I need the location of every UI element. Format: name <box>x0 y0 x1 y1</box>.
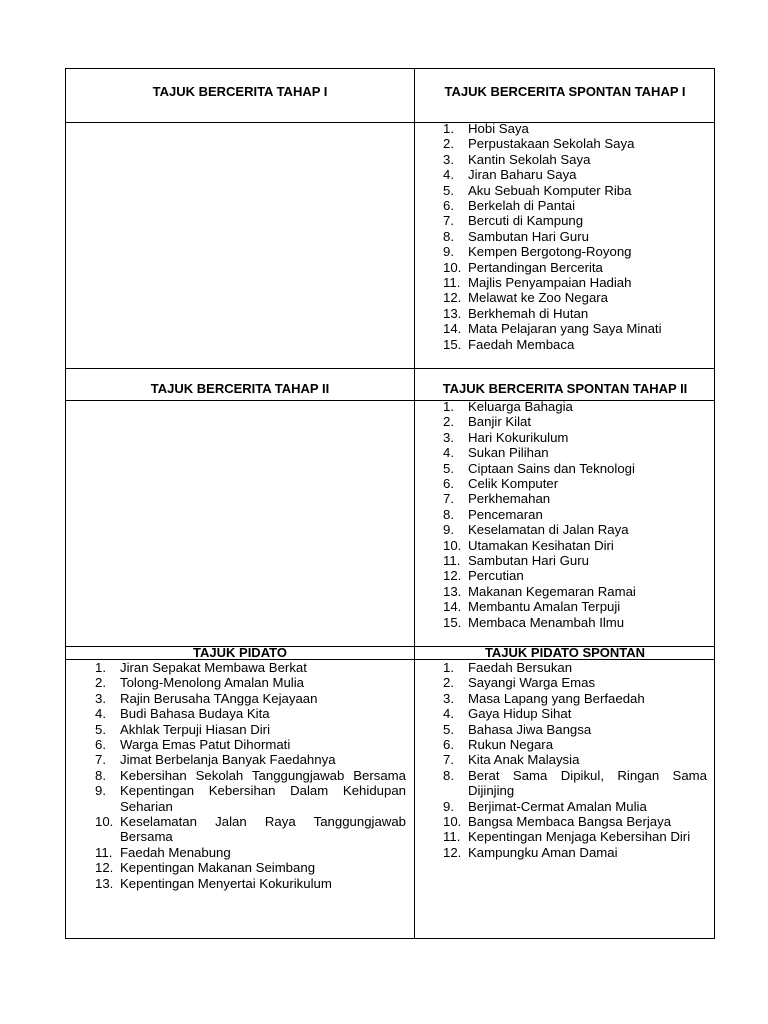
list-item-text: Hari Kokurikulum <box>468 429 569 445</box>
list-item-number: 4. <box>443 706 454 722</box>
list-item-text: Jiran Sepakat Membawa Berkat <box>120 660 307 675</box>
list-item <box>443 599 705 614</box>
list-item <box>95 783 406 814</box>
topics-table <box>65 68 715 939</box>
list-item-text: Perkhemahan <box>468 491 551 507</box>
list-item-text: Kepentingan Menyertai Kokurikulum <box>120 875 332 891</box>
section3-left-header: TAJUK PIDATO <box>193 645 287 660</box>
list-item-text: Majlis Penyampaian Hadiah <box>468 275 632 291</box>
list-item-text: Warga Emas Patut Dihormati <box>120 737 291 753</box>
list-item <box>443 691 707 706</box>
list-item-text: Kantin Sekolah Saya <box>468 151 591 167</box>
list-item <box>95 722 406 737</box>
list-item-number: 1. <box>443 399 454 414</box>
list-item <box>443 399 705 414</box>
list-item-text: Keluarga Bahagia <box>468 399 573 414</box>
list-item <box>443 461 705 476</box>
list-item-text: Budi Bahasa Budaya Kita <box>120 706 270 722</box>
list-item-number: 8. <box>95 767 106 783</box>
list-item-text: Mata Pelajaran yang Saya Minati <box>468 321 662 337</box>
list-item-text: Berjimat-Cermat Amalan Mulia <box>468 798 647 814</box>
list-item-number: 5. <box>443 721 454 737</box>
section3-right-list <box>443 660 707 860</box>
list-item <box>95 876 406 891</box>
list-item-text: Bercuti di Kampung <box>468 213 584 229</box>
list-item-text: Faedah Membaca <box>468 336 575 352</box>
list-item-number: 11. <box>443 275 461 291</box>
list-item-number: 6. <box>95 737 106 753</box>
list-item-text: Pertandingan Bercerita <box>468 259 603 275</box>
list-item-number: 11. <box>95 844 113 860</box>
list-item-text: Utamakan Kesihatan Diri <box>468 537 614 553</box>
list-item-text: Rajin Berusaha TAngga Kejayaan <box>120 690 318 706</box>
list-item <box>443 845 707 860</box>
list-item-text: Berkhemah di Hutan <box>468 305 589 321</box>
list-item <box>443 507 705 522</box>
list-item <box>95 814 406 845</box>
list-item-number: 8. <box>443 228 454 244</box>
list-item-text: Masa Lapang yang Berfaedah <box>468 690 645 706</box>
list-item <box>443 152 705 167</box>
list-item-number: 13. <box>95 875 114 891</box>
list-item <box>443 213 705 228</box>
list-item-number: 5. <box>95 721 106 737</box>
list-item-text: Keselamatan di Jalan Raya <box>468 522 629 538</box>
list-item <box>443 275 705 290</box>
list-item <box>443 290 705 305</box>
list-item <box>95 675 406 690</box>
list-item-number: 2. <box>443 675 454 691</box>
list-item-number: 1. <box>443 660 454 675</box>
list-item <box>443 321 705 336</box>
list-item-text: Berkelah di Pantai <box>468 198 576 214</box>
list-item <box>443 829 707 844</box>
section3-left-list <box>95 660 406 891</box>
list-item <box>443 568 705 583</box>
list-item <box>443 306 705 321</box>
list-item-number: 4. <box>443 445 454 461</box>
section2-right-list <box>443 399 705 630</box>
list-item-text: Percutian <box>468 568 524 584</box>
list-item-text: Rukun Negara <box>468 737 554 753</box>
list-item-number: 3. <box>443 429 454 445</box>
list-item-number: 4. <box>443 167 454 183</box>
list-item-text: Kepentingan Kebersihan Dalam Kehidupan Seharian <box>120 783 406 814</box>
list-item-text: Berat Sama Dipikul, Ringan Sama Dijinjing <box>468 767 707 799</box>
section1-right-list <box>443 121 705 352</box>
list-item-number: 2. <box>95 675 106 691</box>
list-item-number: 7. <box>443 752 454 768</box>
list-item-number: 2. <box>443 136 454 152</box>
list-item <box>443 414 705 429</box>
list-item <box>443 430 705 445</box>
list-item-text: Pencemaran <box>468 506 543 522</box>
list-item-text: Kepentingan Makanan Seimbang <box>120 860 316 876</box>
list-item <box>443 445 705 460</box>
list-item <box>443 799 707 814</box>
list-item <box>443 660 707 675</box>
list-item-number: 6. <box>443 476 454 492</box>
list-item-number: 10. <box>443 537 462 553</box>
list-item <box>95 752 406 767</box>
list-item <box>443 706 707 721</box>
list-item-number: 10. <box>443 814 462 830</box>
list-item-text: Ciptaan Sains dan Teknologi <box>468 460 635 476</box>
list-item <box>443 814 707 829</box>
list-item-number: 8. <box>443 506 454 522</box>
list-item <box>443 198 705 213</box>
list-item-number: 12. <box>443 844 462 860</box>
list-item-number: 3. <box>443 151 454 167</box>
list-item <box>443 260 705 275</box>
list-item-text: Faedah Menabung <box>120 844 231 860</box>
list-item-number: 13. <box>443 583 462 599</box>
list-item-text: Kampungku Aman Damai <box>468 844 618 860</box>
list-item-text: Bangsa Membaca Bangsa Berjaya <box>468 814 672 830</box>
list-item-text: Makanan Kegemaran Ramai <box>468 583 636 599</box>
list-item-number: 7. <box>95 752 106 768</box>
list-item-text: Faedah Bersukan <box>468 660 573 675</box>
list-item-number: 9. <box>443 522 454 538</box>
list-item-number: 15. <box>443 336 462 352</box>
list-item <box>443 229 705 244</box>
list-item-text: Membaca Menambah Ilmu <box>468 614 625 630</box>
list-item-number: 1. <box>443 121 454 136</box>
list-item-number: 3. <box>443 690 454 706</box>
list-item-number: 4. <box>95 706 106 722</box>
list-item-number: 9. <box>443 244 454 260</box>
list-item <box>95 660 406 675</box>
list-item-number: 9. <box>443 798 454 814</box>
list-item-text: Melawat ke Zoo Negara <box>468 290 609 306</box>
list-item <box>443 722 707 737</box>
list-item-text: Sambutan Hari Guru <box>468 553 589 569</box>
row-divider <box>66 368 714 369</box>
list-item <box>443 183 705 198</box>
list-item-text: Bahasa Jiwa Bangsa <box>468 721 592 737</box>
list-item <box>443 522 705 537</box>
list-item-number: 11. <box>443 553 461 569</box>
section2-left-header: TAJUK BERCERITA TAHAP II <box>150 381 330 396</box>
list-item-text: Jimat Berbelanja Banyak Faedahnya <box>120 752 336 768</box>
list-item-number: 12. <box>443 290 462 306</box>
list-item-text: Sukan Pilihan <box>468 445 549 461</box>
list-item <box>443 752 707 767</box>
list-item <box>443 768 707 799</box>
list-item-text: Membantu Amalan Terpuji <box>468 599 621 615</box>
column-divider <box>414 69 415 938</box>
list-item <box>443 476 705 491</box>
list-item <box>443 737 707 752</box>
list-item-number: 12. <box>95 860 114 876</box>
list-item-text: Hobi Saya <box>468 121 529 136</box>
list-item-text: Kempen Bergotong-Royong <box>468 244 632 260</box>
list-item-number: 7. <box>443 213 454 229</box>
list-item-number: 10. <box>95 814 114 830</box>
list-item-text: Kita Anak Malaysia <box>468 752 580 768</box>
list-item-text: Tolong-Menolong Amalan Mulia <box>120 675 304 691</box>
list-item-text: Sambutan Hari Guru <box>468 228 589 244</box>
list-item <box>443 244 705 259</box>
list-item <box>443 584 705 599</box>
list-item <box>443 121 705 136</box>
list-item-number: 3. <box>95 690 106 706</box>
list-item <box>95 860 406 875</box>
list-item <box>95 768 406 783</box>
list-item-number: 5. <box>443 460 454 476</box>
section1-left-header: TAJUK BERCERITA TAHAP I <box>152 84 328 99</box>
list-item-text: Sayangi Warga Emas <box>468 675 596 691</box>
list-item-text: Kebersihan Sekolah Tanggungjawab Bersama <box>120 767 406 783</box>
list-item-number: 13. <box>443 305 462 321</box>
list-item-text: Celik Komputer <box>468 476 559 492</box>
list-item-number: 14. <box>443 599 462 615</box>
list-item <box>443 538 705 553</box>
list-item-number: 8. <box>443 767 454 783</box>
list-item-number: 10. <box>443 259 462 275</box>
list-item <box>95 706 406 721</box>
list-item-number: 15. <box>443 614 462 630</box>
list-item-number: 2. <box>443 414 454 430</box>
list-item-number: 7. <box>443 491 454 507</box>
list-item-number: 9. <box>95 783 106 799</box>
list-item-text: Jiran Baharu Saya <box>468 167 577 183</box>
list-item-text: Perpustakaan Sekolah Saya <box>468 136 635 152</box>
list-item <box>443 491 705 506</box>
list-item <box>443 675 707 690</box>
list-item <box>443 136 705 151</box>
list-item <box>443 553 705 568</box>
list-item <box>95 845 406 860</box>
list-item <box>443 167 705 182</box>
list-item-number: 11. <box>443 829 461 845</box>
list-item-text: Kepentingan Menjaga Kebersihan Diri <box>468 829 691 845</box>
list-item-number: 12. <box>443 568 462 584</box>
section3-right-header: TAJUK PIDATO SPONTAN <box>484 645 646 660</box>
list-item-number: 6. <box>443 737 454 753</box>
list-item-text: Keselamatan Jalan Raya Tanggungjawab Bersama <box>120 814 406 845</box>
list-item <box>443 337 705 352</box>
list-item-text: Gaya Hidup Sihat <box>468 706 572 722</box>
list-item-number: 5. <box>443 182 454 198</box>
list-item-number: 14. <box>443 321 462 337</box>
list-item-text: Aku Sebuah Komputer Riba <box>468 182 632 198</box>
section2-right-header: TAJUK BERCERITA SPONTAN TAHAP II <box>442 381 688 396</box>
list-item <box>443 615 705 630</box>
section1-right-header: TAJUK BERCERITA SPONTAN TAHAP I <box>444 84 686 99</box>
list-item <box>95 691 406 706</box>
list-item <box>95 737 406 752</box>
list-item-text: Akhlak Terpuji Hiasan Diri <box>120 721 271 737</box>
list-item-text: Banjir Kilat <box>468 414 532 430</box>
list-item-number: 1. <box>95 660 106 675</box>
list-item-number: 6. <box>443 198 454 214</box>
